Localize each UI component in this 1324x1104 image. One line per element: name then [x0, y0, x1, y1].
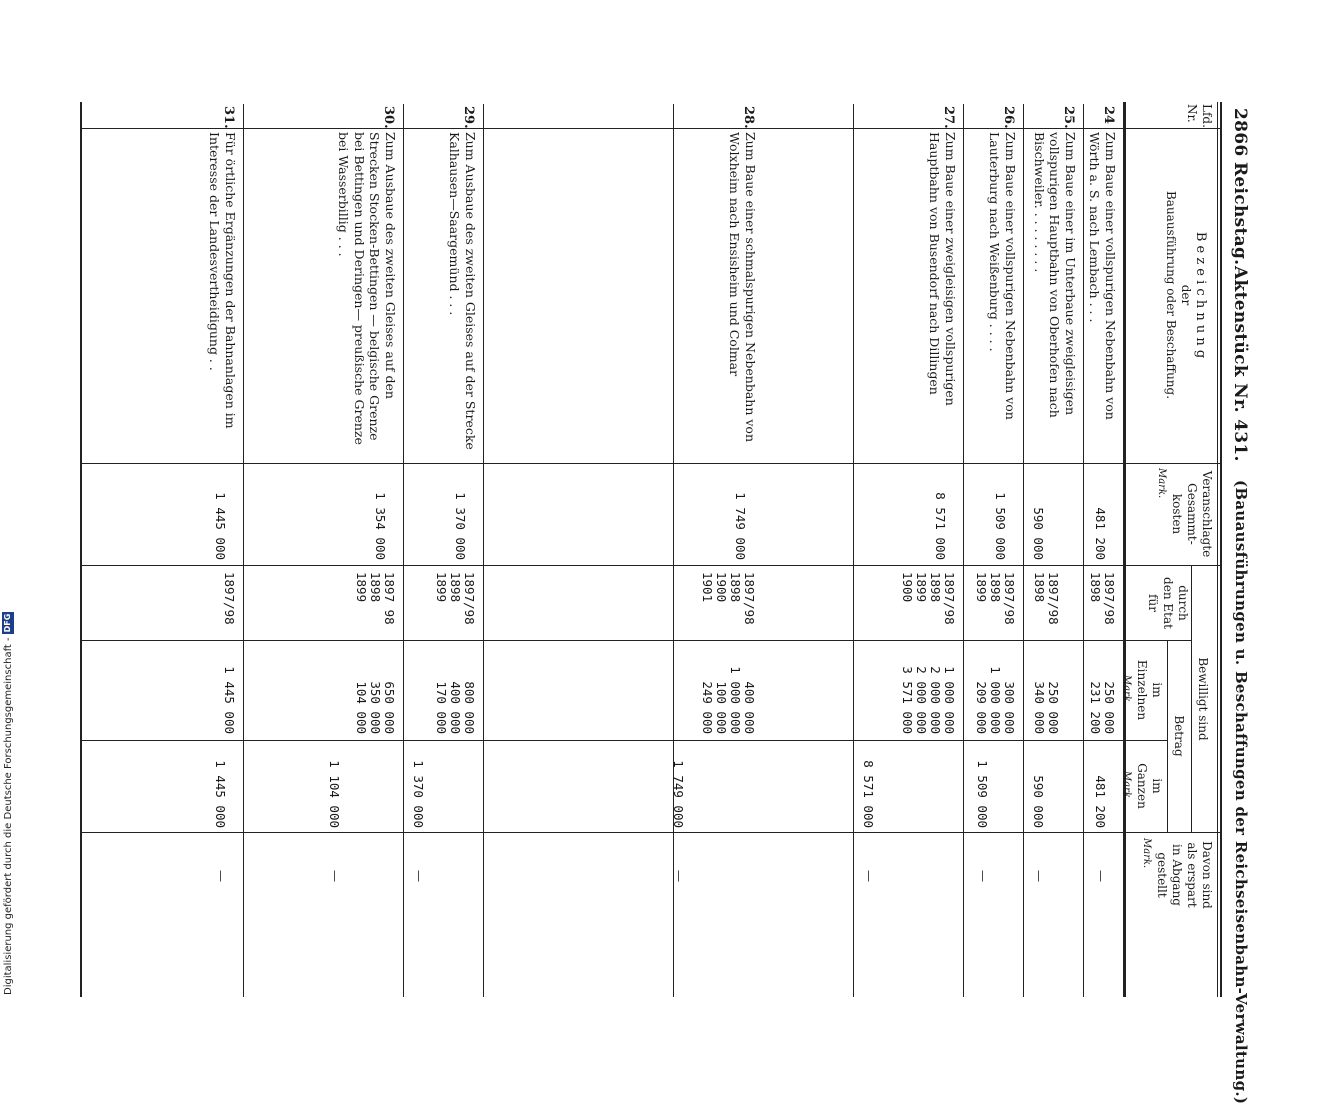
- col-header-cost-line1: Veranschlagte: [1200, 470, 1214, 558]
- col-header-desc-line1: B e z e i c h n u n g: [1193, 231, 1208, 359]
- row-budget-years: [900, 572, 956, 625]
- row-year: 1899: [914, 572, 929, 603]
- row-year: 1898: [368, 572, 383, 603]
- row-saved: —: [1094, 870, 1108, 882]
- betrag-subheader-rule: [1167, 640, 1168, 832]
- rotated-document-page: [74, 90, 1254, 1104]
- row-saved: —: [1032, 870, 1046, 882]
- row-description: Zum Baue einer im Unterbaue zweigleisigen vollspurigen Hauptbahn von Oberhofen nach Bischweiler. . . . . . . . .: [1032, 132, 1078, 418]
- row-year: 1897/98: [742, 572, 757, 625]
- top-rule-thin: [1217, 102, 1218, 997]
- row-year: 1897/98: [1002, 572, 1017, 625]
- row-amount: 300 000: [1002, 681, 1017, 734]
- row-budget-years: [1032, 572, 1060, 625]
- row-amount: 104 000: [354, 681, 369, 734]
- col-header-total-unit: Mark.: [1121, 770, 1132, 802]
- row-total: 481 200: [1093, 775, 1108, 828]
- row-single-amounts: [1088, 646, 1116, 734]
- document-subject: (Bauausführungen u. Beschaffungen der Reichseisenbahn-Verwaltung.): [1232, 480, 1250, 1104]
- row-total: 1 749 000: [671, 760, 686, 828]
- row-amount: 1 000 000: [942, 666, 957, 734]
- col-sep-total: [80, 832, 1220, 833]
- row-amount: 231 200: [1088, 681, 1103, 734]
- bottom-rule: [80, 102, 82, 997]
- row-description: Zum Baue einer vollspurigen Nebenbahn von Lauterburg nach Weißenburg . . . .: [987, 132, 1018, 420]
- row-amount: 100 000: [714, 681, 729, 734]
- row-amount: 209 000: [974, 681, 989, 734]
- row-estimated-cost: 8 571 000: [933, 492, 948, 560]
- top-rule: [1220, 102, 1222, 997]
- row-year: 1898: [1088, 572, 1103, 603]
- row-year: 1899: [434, 572, 449, 603]
- row-description: Für örtliche Ergänzungen der Bahnanlagen im Interesse der Landesvertheidigung . .: [207, 132, 238, 429]
- row-amount: 650 000: [382, 681, 397, 734]
- row-estimated-cost: 590 000: [1031, 507, 1046, 560]
- row-single-amounts: [1032, 646, 1060, 734]
- row-amount: 1 000 000: [728, 666, 743, 734]
- row-estimated-cost: 1 445 000: [213, 492, 228, 560]
- row-year: 1900: [900, 572, 915, 603]
- col-header-amount: Betrag: [1172, 715, 1186, 757]
- row-total: 8 571 000: [861, 760, 876, 828]
- row-nr: 25.: [1061, 106, 1076, 129]
- digitization-credit: [2, 612, 14, 995]
- row-description: Zum Baue einer zweigleisigen vollspurigen Hauptbahn von Busendorf nach Dillingen: [927, 132, 958, 406]
- col-header-estimated-cost: [1154, 466, 1214, 562]
- col-header-description: [1163, 130, 1208, 460]
- row-year: 1897/98: [1046, 572, 1061, 625]
- row-nr: 30.: [381, 106, 396, 129]
- col-header-total-line2: Ganzen: [1135, 763, 1149, 809]
- row-amount: 1 000 000: [988, 666, 1003, 734]
- row-saved: —: [412, 870, 426, 882]
- row-single-amounts: [222, 646, 236, 734]
- row-nr: 27.: [941, 106, 956, 129]
- dfg-logo: DFG: [3, 613, 12, 633]
- row-description: Zum Baue einer schmalspurigen Nebenbahn von Wolxheim nach Ensisheim und Colmar: [727, 132, 758, 442]
- row-amount: 350 000: [368, 681, 383, 734]
- row-nr: 29.: [461, 106, 476, 129]
- row-estimated-cost: 1 509 000: [993, 492, 1008, 560]
- row-year: 1897/98: [462, 572, 477, 625]
- row-single-amounts: [354, 646, 396, 734]
- row-year: 1898: [448, 572, 463, 603]
- row-description: Zum Ausbaue des zweiten Gleises auf den Strecken Stocken-Bettingen — belgische Grenze bei Bettingen und Deringen— preußische Grenze bei Wasserbillig . . .: [336, 132, 398, 445]
- col-header-budget-year: [1145, 568, 1190, 638]
- row-year: 1897 98: [382, 572, 397, 625]
- row-description: Zum Ausbaue des zweiten Gleises auf der Strecke Kalhausen—Saargemünd . . .: [447, 132, 478, 450]
- col-header-nr-line2: Nr.: [1185, 104, 1199, 123]
- row-rule: [1083, 104, 1084, 997]
- row-nr: 28.: [741, 106, 756, 129]
- col-header-saved-line1: Davon sind: [1200, 841, 1214, 909]
- col-header-cost-unit: Mark.: [1156, 468, 1167, 499]
- row-year: 1898: [1032, 572, 1047, 603]
- row-total: 590 000: [1031, 775, 1046, 828]
- row-amount: 800 000: [462, 681, 477, 734]
- col-header-saved-line4: gestellt: [1155, 852, 1169, 898]
- row-amount: 400 000: [742, 681, 757, 734]
- col-header-nr: [1184, 104, 1214, 128]
- col-header-desc-line3: Bauausführung oder Beschaffung.: [1164, 190, 1178, 400]
- row-year: 1899: [354, 572, 369, 603]
- row-amount: 3 571 000: [900, 666, 915, 734]
- row-amount: 249 000: [700, 681, 715, 734]
- row-rule: [963, 104, 964, 997]
- row-estimated-cost: 1 370 000: [453, 492, 468, 560]
- row-amount: 2 000 000: [928, 666, 943, 734]
- col-header-saved-line2: als erspart: [1185, 842, 1199, 908]
- col-header-cost-line2: Gesammt-: [1185, 483, 1199, 545]
- col-header-single-line1: im: [1150, 682, 1164, 698]
- row-single-amounts: [974, 646, 1016, 734]
- row-amount: 340 000: [1032, 681, 1047, 734]
- col-header-nr-line1: Lfd.: [1200, 104, 1214, 128]
- row-saved: —: [328, 870, 342, 882]
- col-header-saved-unit: Mark.: [1141, 838, 1152, 869]
- row-single-amounts: [900, 646, 956, 734]
- row-saved: —: [672, 870, 686, 882]
- col-header-total: [1119, 742, 1164, 830]
- row-saved: —: [214, 870, 228, 882]
- credit-text: Digitalisierung gefördert durch die Deutsche Forschungsgemeinschaft -: [2, 637, 14, 995]
- row-description: Zum Baue einer vollspurigen Nebenbahn von Wörth a. S. nach Lembach . . .: [1087, 132, 1118, 420]
- col-sep-nr: [80, 128, 1220, 129]
- row-total: 1 370 000: [411, 760, 426, 828]
- row-budget-years: [1088, 572, 1116, 625]
- granted-subheader-rule: [1191, 565, 1192, 832]
- col-header-single: [1119, 642, 1164, 738]
- col-header-granted: Bewilligt sind: [1196, 657, 1210, 741]
- row-nr: 24: [1101, 106, 1116, 125]
- row-year: 1898: [728, 572, 743, 603]
- row-amount: 250 000: [1102, 681, 1117, 734]
- row-nr: 31.: [221, 106, 236, 129]
- row-rule: [403, 104, 404, 997]
- row-estimated-cost: 1 354 000: [373, 492, 388, 560]
- row-total: 1 445 000: [213, 760, 228, 828]
- row-estimated-cost: 481 200: [1093, 507, 1108, 560]
- row-saved: —: [976, 870, 990, 882]
- row-budget-years: [434, 572, 476, 625]
- row-amount: 400 000: [448, 681, 463, 734]
- row-year: 1897/98: [942, 572, 957, 625]
- row-year: 1897/98: [1102, 572, 1117, 625]
- row-rule: [853, 104, 854, 997]
- header-bottom-rule: [1123, 102, 1126, 997]
- row-year: 1901: [700, 572, 715, 603]
- col-sep-desc: [80, 463, 1220, 464]
- row-year: 1898: [928, 572, 943, 603]
- col-header-etat-line1: durch: [1176, 585, 1190, 621]
- col-header-saved-line3: in Abgang: [1170, 844, 1184, 906]
- document-number: Aktenstück Nr. 431.: [1230, 266, 1250, 462]
- col-header-single-line2: Einzelnen: [1135, 659, 1149, 721]
- col-header-etat-line2: den Etat: [1161, 577, 1175, 629]
- row-saved: —: [862, 870, 876, 882]
- col-sep-cost: [80, 565, 1220, 566]
- row-single-amounts: [434, 646, 476, 734]
- row-year: 1898: [988, 572, 1003, 603]
- row-year: 1899: [974, 572, 989, 603]
- row-rule: [483, 104, 484, 997]
- col-header-saved: [1139, 834, 1214, 916]
- col-header-cost-line3: kosten: [1170, 493, 1184, 535]
- col-header-single-unit: Mark.: [1121, 674, 1132, 706]
- row-estimated-cost: 1 749 000: [733, 492, 748, 560]
- row-rule: [673, 104, 674, 997]
- row-budget-years: [354, 572, 396, 625]
- col-header-desc-line2: der: [1179, 284, 1193, 306]
- row-amount: 170 000: [434, 681, 449, 734]
- row-budget-years: [974, 572, 1016, 625]
- row-year: 1900: [714, 572, 729, 603]
- row-budget-years: [222, 572, 236, 625]
- row-total: 1 509 000: [975, 760, 990, 828]
- row-single-amounts: [700, 646, 756, 734]
- col-header-total-line1: im: [1150, 778, 1164, 794]
- row-rule: [1023, 104, 1024, 997]
- row-amount: 250 000: [1046, 681, 1061, 734]
- publication-name: Reichstag.: [1230, 162, 1250, 266]
- row-year: 1897/98: [222, 572, 237, 625]
- col-sep-etat: [80, 640, 1192, 641]
- row-total: 1 104 000: [327, 760, 342, 828]
- page-number: 2866: [1230, 108, 1250, 157]
- row-amount: 1 445 000: [222, 666, 237, 734]
- row-rule: [243, 104, 244, 997]
- row-amount: 2 000 000: [914, 666, 929, 734]
- row-budget-years: [700, 572, 756, 625]
- col-header-etat-line3: für: [1146, 594, 1160, 612]
- row-nr: 26.: [1001, 106, 1016, 129]
